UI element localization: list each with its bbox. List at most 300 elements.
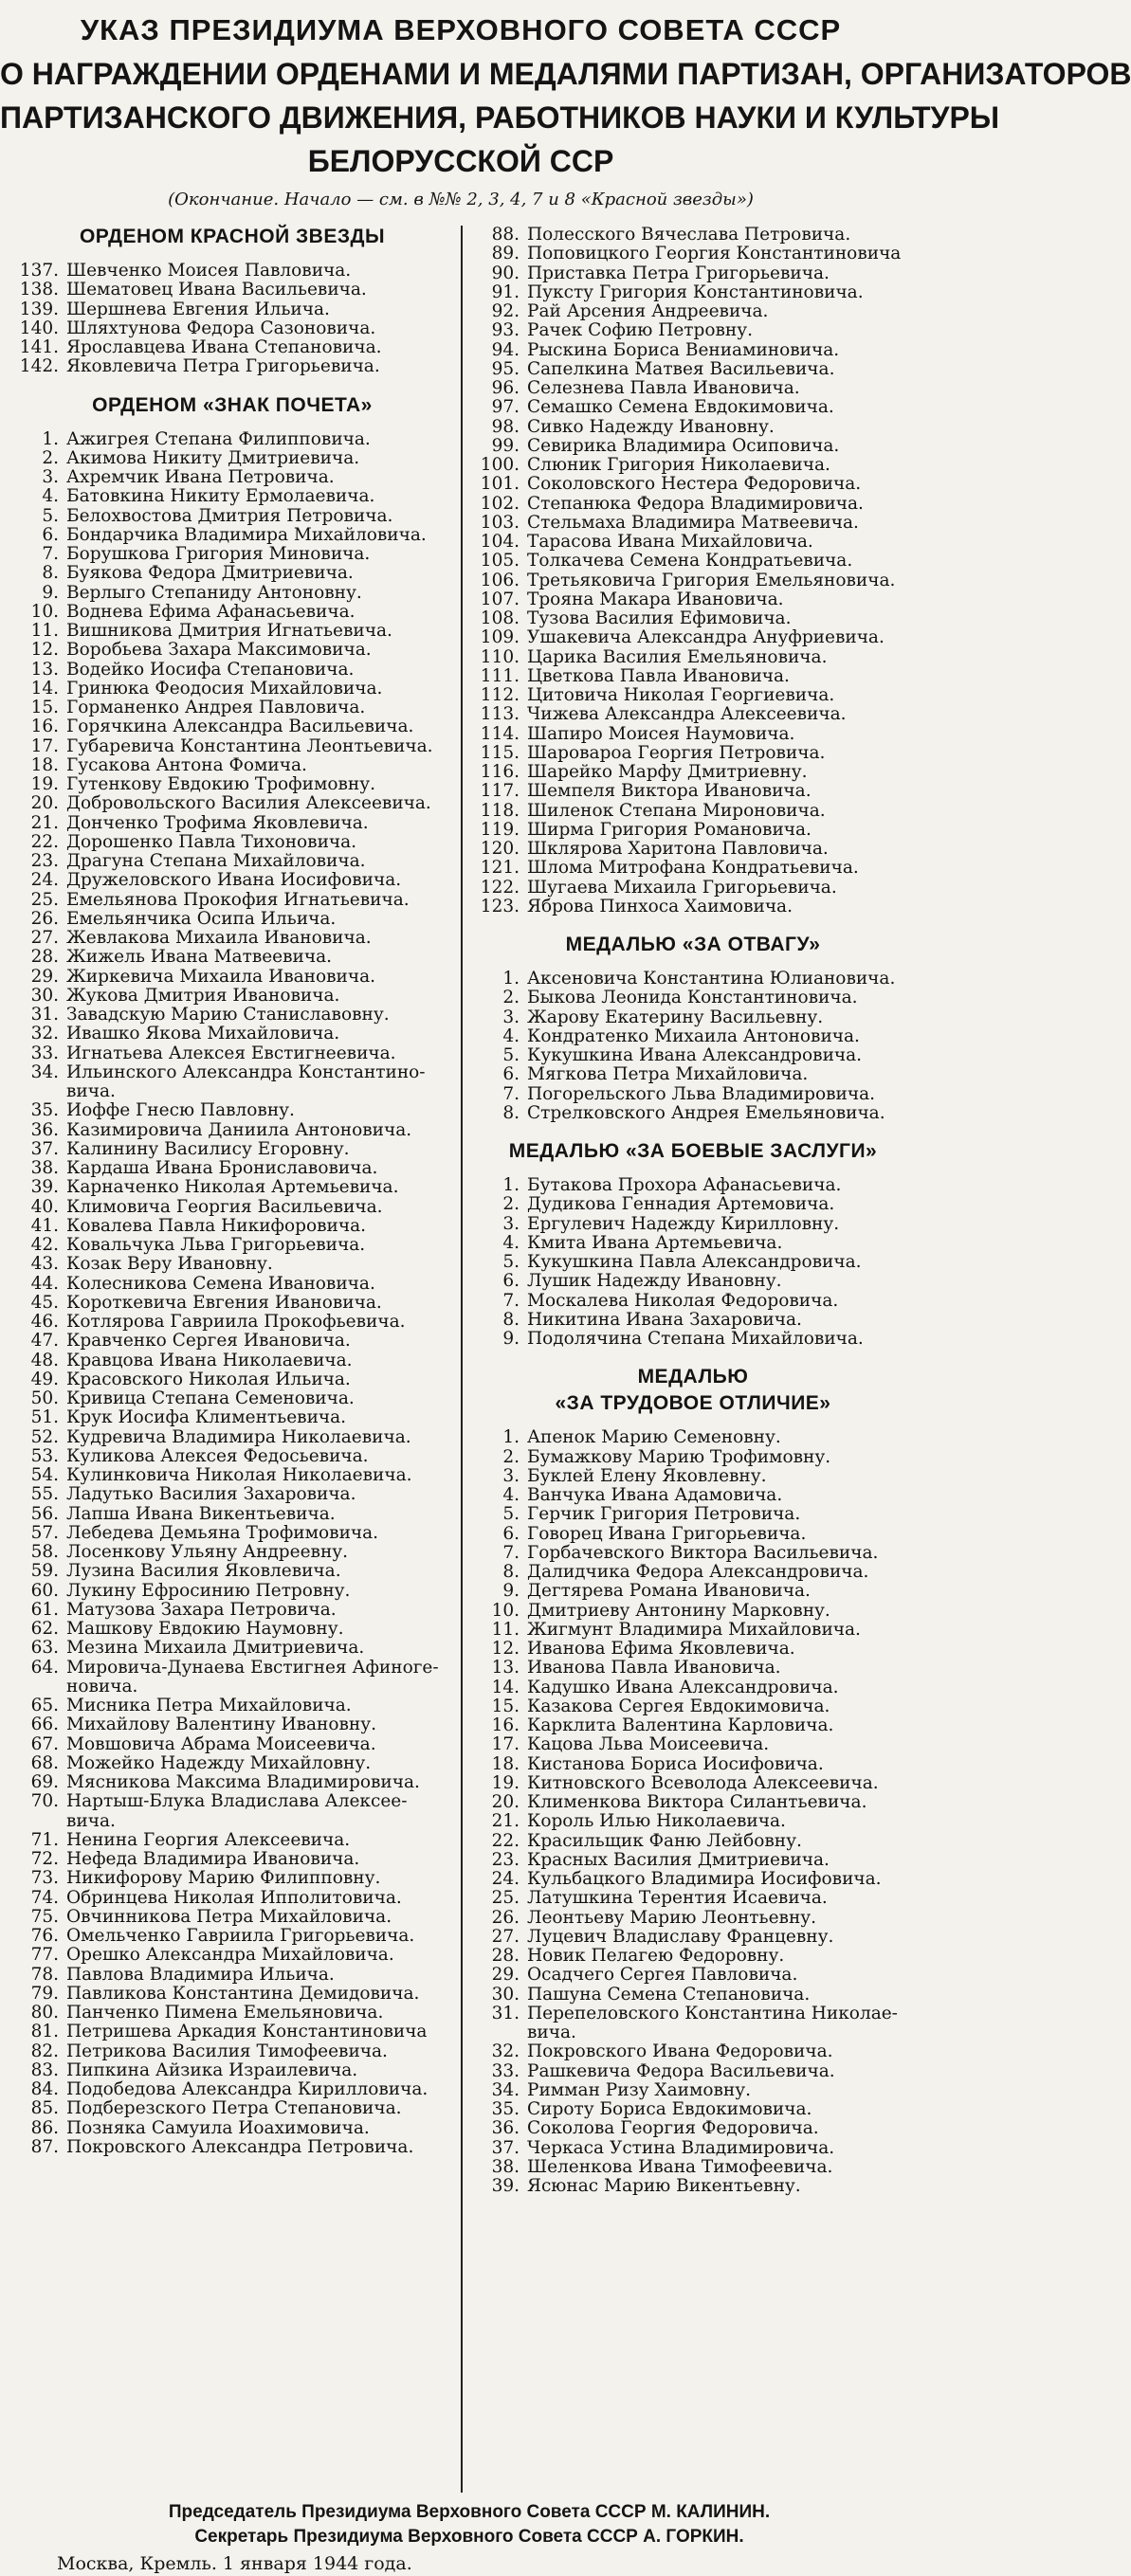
entry-number: 49. [30, 1369, 59, 1389]
entry-continuation: вича. [66, 1081, 116, 1101]
award-entry [468, 1505, 918, 1524]
entry-name: Дегтярева Романа Ивановича. [527, 1581, 811, 1602]
entry-number: 4. [42, 486, 59, 507]
award-entry [468, 264, 918, 283]
award-entry [468, 725, 918, 744]
award-entry [8, 968, 457, 987]
entry-number: 65. [30, 1696, 59, 1715]
entry-name: Шематовец Ивана Васильевича. [66, 280, 367, 300]
award-entry [468, 1253, 918, 1272]
entry-name: Пипкина Айзика Израилевича. [66, 2059, 358, 2080]
award-entry [8, 2023, 457, 2041]
entry-number: 28. [30, 947, 59, 968]
entry-name: Тузова Василия Ефимовича. [527, 608, 792, 628]
left-column [8, 226, 457, 2157]
award-entry [468, 1085, 918, 1104]
award-entry [468, 552, 918, 571]
entry-number: 9. [42, 582, 59, 603]
entry-number: 42. [30, 1235, 59, 1255]
entry-number: 24. [491, 1869, 520, 1889]
entry-name: Карклита Валентина Карловича. [527, 1715, 834, 1735]
entry-number: 64. [30, 1657, 59, 1678]
entry-name: Горманенко Андрея Павловича. [66, 698, 366, 717]
award-entry [8, 737, 457, 756]
entry-number: 47. [30, 1331, 59, 1351]
award-entry [8, 833, 457, 852]
entry-name: Далидчика Федора Александровича. [527, 1562, 869, 1582]
entry-number: 15. [30, 698, 59, 717]
entry-name: Жарову Екатерину Васильевну. [527, 1007, 824, 1027]
entry-name: Погорельского Льва Владимировича. [527, 1083, 876, 1104]
award-entry [8, 1485, 457, 1504]
entry-name: Шершнева Евгения Ильича. [66, 299, 330, 319]
entry-name: Семашко Семена Евдокимовича. [527, 397, 834, 418]
award-entry [8, 507, 457, 526]
entry-number: 97. [491, 397, 520, 418]
award-entry [468, 1330, 918, 1349]
entry-name: Кукушкина Павла Александровича. [527, 1252, 862, 1272]
award-entry [468, 1104, 918, 1123]
award-entry [8, 871, 457, 890]
entry-name: Драгуна Степана Михайловича. [66, 851, 366, 871]
award-entry [8, 1332, 457, 1351]
award-entry [8, 468, 457, 487]
award-entry [8, 1275, 457, 1294]
entry-number: 32. [30, 1024, 59, 1044]
award-entry [8, 1908, 457, 1927]
entry-number: 71. [30, 1829, 59, 1850]
entry-name: Степанюка Федора Владимировича. [527, 493, 864, 514]
entry-name: Жиркевича Михаила Ивановича. [66, 966, 376, 987]
entry-number: 18. [491, 1753, 520, 1774]
entry-number: 37. [491, 2137, 520, 2158]
entry-number: 35. [491, 2099, 520, 2119]
entry-number: 51. [30, 1407, 59, 1428]
entry-number: 5. [42, 505, 59, 526]
award-entry [8, 319, 457, 338]
entry-name: Мировича-Дунаева Евстигнея Афиноге- [66, 1657, 439, 1678]
entry-name: Гутенкову Евдокию Трофимовну. [66, 774, 376, 794]
award-entry [468, 1486, 918, 1505]
entry-number: 17. [491, 1734, 520, 1755]
entry-name: Иванова Павла Ивановича. [527, 1658, 781, 1678]
entry-number: 69. [30, 1772, 59, 1792]
section-heading: ОРДЕНОМ «ЗНАК ПОЧЕТА» [92, 393, 373, 416]
award-entry [468, 667, 918, 686]
award-entry [8, 526, 457, 545]
award-entry [8, 1524, 457, 1543]
entry-number: 21. [30, 812, 59, 833]
entry-name: Король Илью Николаевича. [527, 1811, 786, 1832]
entry-name: Нартыш-Блука Владислава Алексее- [66, 1791, 408, 1812]
entry-number: 14. [30, 678, 59, 698]
entry-name: Римман Ризу Хаимовну. [527, 2079, 752, 2100]
entry-number: 114. [480, 723, 520, 744]
entry-number: 112. [480, 685, 520, 705]
award-entry [8, 814, 457, 833]
entry-name: Герчик Григория Петровича. [527, 1504, 801, 1525]
entry-name: Бутакова Прохора Афанасьевича. [527, 1175, 842, 1195]
entry-name: Шклярова Харитона Павловича. [527, 839, 829, 859]
entry-name: Орешко Александра Михайловича. [66, 1945, 394, 1966]
entry-number: 104. [480, 532, 520, 552]
entry-number: 89. [491, 244, 520, 264]
award-entry [8, 1370, 457, 1389]
award-entry [8, 622, 457, 641]
entry-number: 55. [30, 1484, 59, 1505]
entry-number: 94. [491, 339, 520, 360]
entry-name: Павликова Константина Демидовича. [66, 1983, 420, 2004]
entry-name: Пуксту Григория Константиновича. [527, 281, 864, 302]
award-entry [8, 775, 457, 794]
award-entry [468, 590, 918, 609]
award-entry [468, 859, 918, 878]
entry-number: 48. [30, 1350, 59, 1370]
award-entry [468, 1832, 918, 1851]
entry-name: Котлярова Гавриила Прокофьевича. [66, 1312, 406, 1332]
entry-number: 36. [491, 2118, 520, 2139]
award-entry [8, 338, 457, 357]
award-entry [468, 1812, 918, 1831]
entry-name: Ковальчука Льва Григорьевича. [66, 1235, 366, 1255]
award-entry [8, 929, 457, 948]
entry-number: 13. [30, 659, 59, 680]
entry-number: 29. [30, 966, 59, 987]
award-entry [468, 1793, 918, 1812]
entry-name: Позняка Самуила Иоахимовича. [66, 2117, 370, 2138]
entry-name: Сапелкина Матвея Васильевича. [527, 358, 835, 379]
entry-name: Стельмаха Владимира Матвеевича. [527, 512, 859, 533]
entry-number: 23. [30, 851, 59, 871]
award-entry [468, 628, 918, 647]
entry-number: 2. [502, 1446, 520, 1467]
award-entry [468, 2100, 918, 2119]
entry-name: Вишникова Дмитрия Игнатьевича. [66, 621, 392, 641]
award-entry [468, 1966, 918, 1985]
award-entry [8, 680, 457, 698]
entry-number: 14. [491, 1677, 520, 1697]
entry-number: 23. [491, 1849, 520, 1870]
award-entry [468, 533, 918, 552]
award-entry [8, 1601, 457, 1620]
decree-heading-line-2: ПАРТИЗАНСКОГО ДВИЖЕНИЯ, РАБОТНИКОВ НАУКИ И КУЛЬТУРЫ [0, 100, 1000, 135]
entry-number: 81. [30, 2022, 59, 2042]
award-entry [468, 1947, 918, 1966]
entry-name: Шляхтунова Федора Сазоновича. [66, 317, 376, 338]
section-heading: МЕДАЛЬЮ [637, 1366, 749, 1388]
award-entry [8, 1505, 457, 1524]
entry-number: 123. [480, 896, 520, 916]
entry-name: Ильинского Александра Константино- [66, 1061, 426, 1082]
entry-number: 105. [480, 551, 520, 571]
entry-name: Царика Василия Емельяновича. [527, 646, 828, 667]
entry-number: 31. [491, 2003, 520, 2023]
award-entry [8, 1659, 457, 1678]
entry-name: Кистанова Бориса Иосифовича. [527, 1753, 824, 1774]
entry-number: 91. [491, 281, 520, 302]
award-entry [468, 1563, 918, 1582]
entry-number: 43. [30, 1254, 59, 1275]
entry-name: Добровольского Василия Алексеевича. [66, 793, 431, 814]
entry-number: 33. [491, 2060, 520, 2081]
entry-number: 32. [491, 2041, 520, 2062]
entry-name: Подобедова Александра Кирилловича. [66, 2079, 429, 2099]
entry-number: 45. [30, 1292, 59, 1313]
award-entry [468, 341, 918, 360]
award-entry [8, 1044, 457, 1063]
entry-name: Пашуна Семена Степановича. [527, 1984, 811, 2005]
entry-number: 16. [491, 1715, 520, 1735]
entry-number: 34. [30, 1061, 59, 1082]
award-entry [8, 641, 457, 660]
award-entry [8, 1428, 457, 1447]
entry-name: Черкаса Устина Владимировича. [527, 2137, 835, 2158]
entry-name: Нефеда Владимира Ивановича. [66, 1849, 360, 1869]
entry-name: Кадушко Ивана Александровича. [527, 1677, 839, 1697]
entry-number: 27. [30, 928, 59, 948]
entry-name: Ивашко Якова Михайловича. [66, 1024, 340, 1044]
entry-name: Завадскую Марию Станиславовну. [66, 1005, 390, 1025]
entry-number: 38. [30, 1158, 59, 1178]
award-entry [8, 1351, 457, 1370]
entry-continuation: вича. [527, 2023, 576, 2042]
award-entry [8, 1639, 457, 1658]
award-entry [468, 1582, 918, 1601]
award-entry [468, 1311, 918, 1330]
entry-name: Дудикова Геннадия Артемовича. [527, 1194, 835, 1215]
entry-number: 85. [30, 2098, 59, 2119]
entry-name: Донченко Трофима Яковлевича. [66, 812, 369, 833]
entry-name: Кондратенко Михаила Антоновича. [527, 1025, 860, 1046]
entry-name: Ненина Георгия Алексеевича. [66, 1829, 351, 1850]
decree-title: УКАЗ ПРЕЗИДИУМА ВЕРХОВНОГО СОВЕТА СССР [80, 13, 842, 46]
entry-name: Подолячина Степана Михайловича. [527, 1329, 864, 1349]
entry-number: 3. [502, 1213, 520, 1234]
award-entry [8, 1582, 457, 1601]
award-entry [468, 2119, 918, 2138]
entry-name: Кардаша Ивана Брониславовича. [66, 1158, 378, 1178]
entry-name: Жукова Дмитрия Ивановича. [66, 985, 340, 1006]
entry-name: Ванчука Ивана Адамовича. [527, 1485, 783, 1505]
award-entry [8, 1773, 457, 1792]
award-entry [468, 1008, 918, 1027]
entry-name: Водейко Иосифа Степановича. [66, 659, 355, 680]
entry-name: Шапиро Моисея Наумовича. [527, 723, 795, 744]
entry-name: Иванова Ефима Яковлевича. [527, 1639, 795, 1659]
award-entry [468, 1851, 918, 1870]
secretary-signature: Секретарь Президиума Верховного Совета СССР А. ГОРКИН. [194, 2527, 744, 2547]
entry-name: Яброва Пинхоса Хаимовича. [527, 896, 793, 916]
award-entry [8, 1198, 457, 1217]
entry-name: Шарейко Марфу Дмитриевну. [527, 762, 808, 782]
entry-number: 121. [480, 858, 520, 879]
entry-number: 107. [480, 589, 520, 609]
entry-number: 113. [480, 704, 520, 725]
entry-number: 2. [502, 1194, 520, 1215]
entry-name: Белохвостова Дмитрия Петровича. [66, 505, 393, 526]
entry-name: Шеленкова Ивана Тимофеевича. [527, 2156, 833, 2177]
entry-number: 141. [19, 337, 59, 357]
entry-number: 100. [480, 455, 520, 475]
award-entry [8, 564, 457, 583]
entry-name: Ширма Григория Романовича. [527, 819, 812, 840]
entry-number: 8. [42, 563, 59, 584]
entry-number: 111. [480, 665, 520, 686]
award-entry [8, 1946, 457, 1965]
award-entry [468, 514, 918, 533]
award-entry [468, 1272, 918, 1291]
entry-number: 35. [30, 1100, 59, 1121]
award-entry [468, 1659, 918, 1678]
entry-name: Покровского Александра Петровича. [66, 2136, 414, 2157]
award-entry [8, 545, 457, 564]
entry-number: 25. [491, 1888, 520, 1909]
entry-name: Леонтьеву Марию Леонтьевну. [527, 1907, 817, 1928]
entry-name: Лукину Ефросинию Петровну. [66, 1580, 351, 1601]
entry-number: 67. [30, 1733, 59, 1754]
award-entry [8, 1159, 457, 1178]
award-entry [8, 603, 457, 622]
award-entry [8, 1236, 457, 1255]
entry-name: Ушакевича Александра Ануфриевича. [527, 627, 885, 648]
award-entry [468, 1065, 918, 1084]
entry-name: Казимировича Даниила Антоновича. [66, 1119, 412, 1140]
entry-name: Бумажкову Марию Трофимовну. [527, 1446, 831, 1467]
award-entry [468, 1467, 918, 1486]
entry-name: Буякова Федора Дмитриевича. [66, 563, 354, 584]
award-entry [8, 1255, 457, 1274]
award-entry [8, 584, 457, 603]
entry-number: 98. [491, 416, 520, 437]
entry-name: Шлома Митрофана Кондратьевича. [527, 858, 859, 879]
award-entry [468, 879, 918, 898]
award-entry [468, 898, 918, 916]
entry-number: 86. [30, 2117, 59, 2138]
entry-name: Павлова Владимира Ильича. [66, 1964, 335, 1985]
award-entry [8, 1294, 457, 1313]
entry-number: 18. [30, 754, 59, 775]
entry-name: Быкова Леонида Константиновича. [527, 988, 858, 1008]
entry-number: 17. [30, 735, 59, 756]
entry-number: 6. [502, 1523, 520, 1544]
entry-name: Жижель Ивана Матвеевича. [66, 947, 333, 968]
entry-number: 83. [30, 2059, 59, 2080]
entry-name: Приставка Петра Григорьевича. [527, 263, 830, 283]
entry-name: Верлыго Степаниду Антоновну. [66, 582, 362, 603]
award-entry [468, 1928, 918, 1947]
award-entry [468, 1046, 918, 1065]
entry-number: 108. [480, 608, 520, 628]
award-entry [468, 2042, 918, 2061]
section-heading: МЕДАЛЬЮ «ЗА БОЕВЫЕ ЗАСЛУГИ» [508, 1140, 878, 1162]
entry-name: Шугаева Михаила Григорьевича. [527, 877, 837, 898]
entry-number: 119. [480, 819, 520, 840]
entry-number: 36. [30, 1119, 59, 1140]
entry-name: Аксеновича Константина Юлиановича. [527, 969, 896, 989]
award-entry [8, 1831, 457, 1850]
decree-heading-line-3: БЕЛОРУССКОЙ ССР [307, 144, 614, 178]
entry-number: 103. [480, 512, 520, 533]
award-entry [8, 430, 457, 449]
entry-name: Ковалева Павла Никифоровича. [66, 1215, 367, 1236]
award-entry [8, 1543, 457, 1562]
award-entry [468, 705, 918, 724]
entry-name: Омельченко Гавриила Григорьевича. [66, 1926, 415, 1946]
entry-number: 120. [480, 839, 520, 859]
entry-name: Куликова Алексея Федосьевича. [66, 1445, 369, 1466]
award-entry [8, 1792, 457, 1811]
entry-number: 76. [30, 1926, 59, 1946]
entry-name: Кулинковича Николая Николаевича. [66, 1465, 412, 1485]
entry-name: Тарасова Ивана Михайловича. [527, 532, 813, 552]
entry-number: 61. [30, 1599, 59, 1620]
entry-name: Ярославцева Ивана Степановича. [66, 337, 382, 357]
entry-name: Мезина Михаила Дмитриевича. [66, 1638, 365, 1659]
award-entry [8, 1869, 457, 1888]
entry-name: Михайлову Валентину Ивановну. [66, 1714, 377, 1735]
entry-number: 30. [30, 985, 59, 1006]
entry-number: 31. [30, 1005, 59, 1025]
entry-name: Никитина Ивана Захаровича. [527, 1309, 802, 1330]
entry-number: 90. [491, 263, 520, 283]
entry-number: 27. [491, 1926, 520, 1947]
entry-number: 39. [30, 1177, 59, 1198]
entry-number: 116. [480, 762, 520, 782]
entry-number: 11. [30, 621, 59, 641]
award-entry [468, 495, 918, 514]
entry-number: 79. [30, 1983, 59, 2004]
award-entry [468, 1774, 918, 1793]
award-entry [468, 1544, 918, 1563]
entry-number: 101. [480, 474, 520, 495]
entry-number: 6. [42, 524, 59, 545]
entry-name: Красильщик Фаню Лейбовну. [527, 1830, 802, 1851]
entry-number: 66. [30, 1714, 59, 1735]
entry-name: Горбачевского Виктора Васильевича. [527, 1542, 879, 1563]
award-entry [8, 1466, 457, 1485]
entry-number: 10. [491, 1600, 520, 1621]
award-entry [468, 379, 918, 398]
award-entry [468, 571, 918, 590]
award-entry [8, 2080, 457, 2099]
entry-name: Батовкина Никиту Ермолаевича. [66, 486, 375, 507]
entry-name: Никифорову Марию Филипповну. [66, 1868, 381, 1889]
award-entry [8, 300, 457, 319]
award-entry [468, 418, 918, 437]
award-entry [468, 321, 918, 340]
award-entry [468, 1234, 918, 1253]
award-entry [8, 1408, 457, 1427]
entry-name: Гусакова Антона Фомича. [66, 754, 307, 775]
entry-name: Новик Пелагею Федоровну. [527, 1946, 785, 1966]
entry-name: Луцевич Владиславу Францевну. [527, 1926, 834, 1947]
entry-number: 5. [502, 1252, 520, 1272]
award-entry [468, 821, 918, 840]
entry-name: Шевченко Моисея Павловича. [66, 261, 352, 281]
award-entry [8, 449, 457, 468]
entry-name: Кацова Льва Моисеевича. [527, 1734, 770, 1755]
award-entry [468, 1195, 918, 1214]
entry-number: 122. [480, 877, 520, 898]
entry-name: Шемпеля Виктора Ивановича. [527, 781, 812, 802]
entry-number: 75. [30, 1906, 59, 1927]
entry-number: 6. [502, 1064, 520, 1085]
entry-number: 8. [502, 1309, 520, 1330]
award-entry [8, 1140, 457, 1159]
entry-number: 82. [30, 2041, 59, 2061]
entry-name: Колесникова Семена Ивановича. [66, 1273, 375, 1294]
entry-number: 26. [30, 908, 59, 929]
